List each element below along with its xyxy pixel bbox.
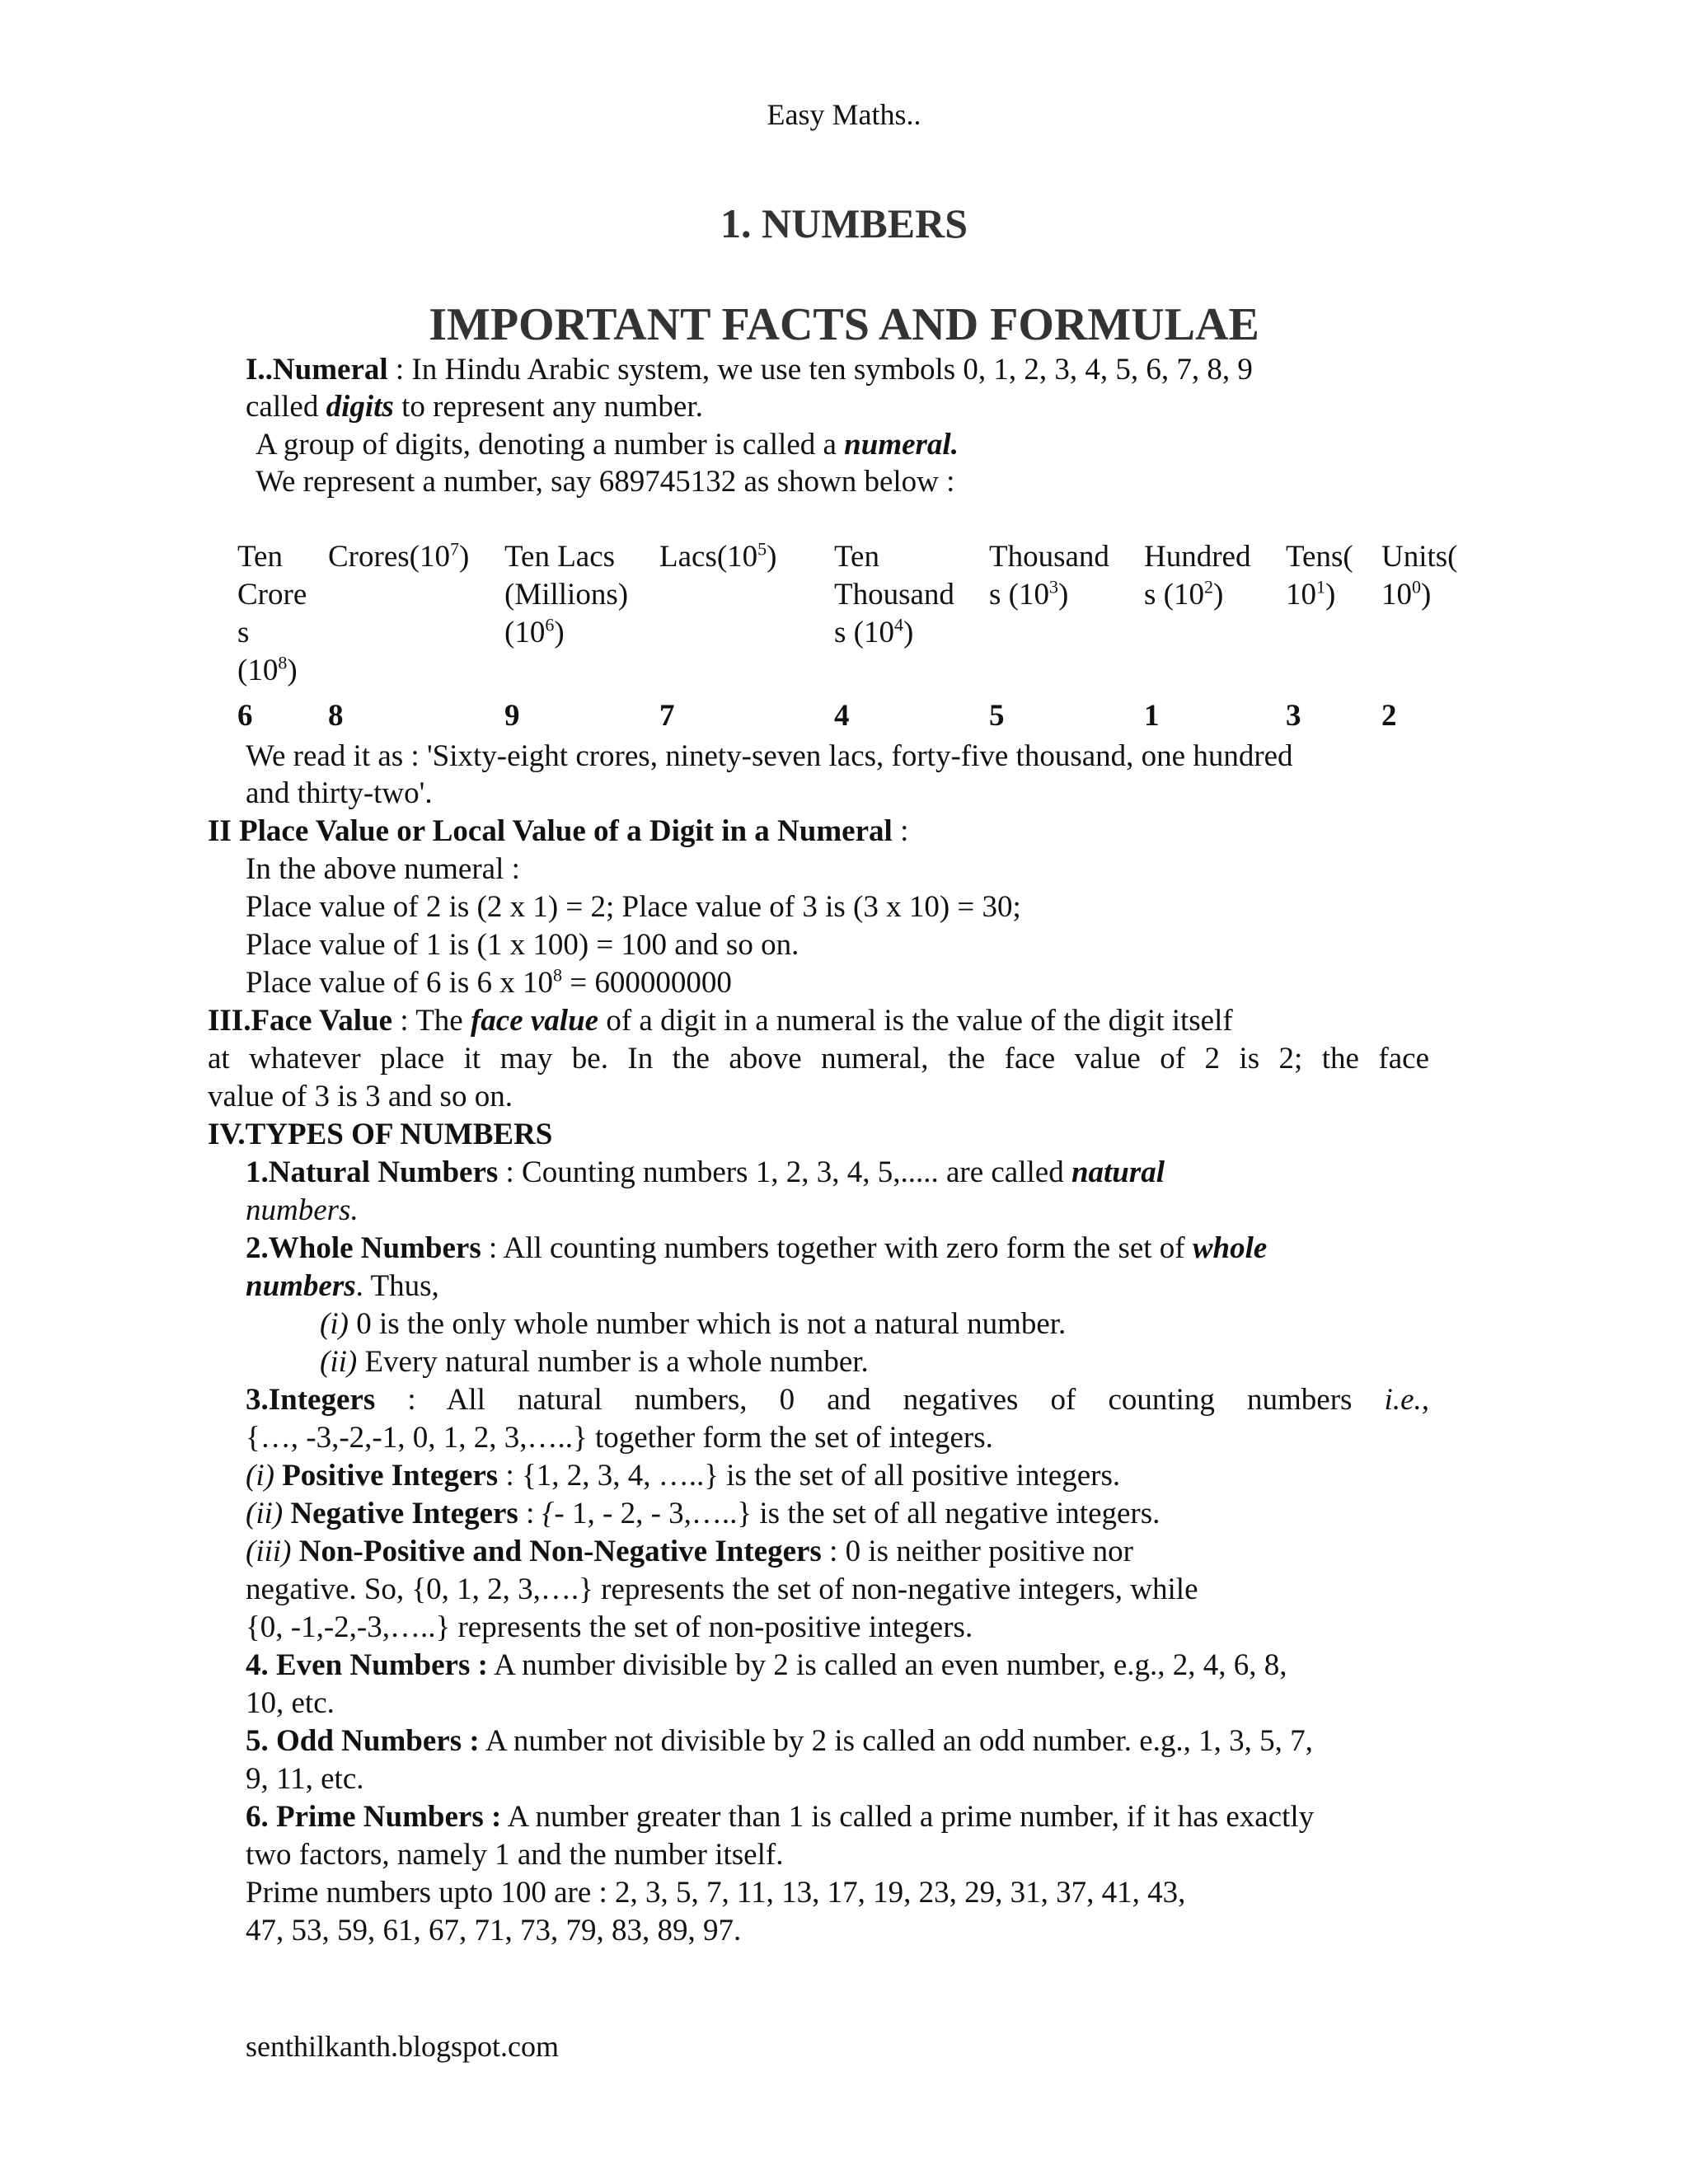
prime-label: 6. Prime Numbers : — [246, 1800, 502, 1834]
text-span: ) — [1325, 578, 1336, 612]
pv-header-ten-lacs — [504, 538, 628, 652]
prime-line-1 — [246, 1798, 1314, 1836]
prime-line-2: two factors, namely 1 and the number itself. — [246, 1838, 784, 1872]
superscript: 2 — [1203, 576, 1213, 598]
term-digits: digits — [326, 390, 394, 424]
numeral-line-1 — [246, 351, 1253, 389]
pv-digit: 1 — [1144, 699, 1160, 733]
odd-label: 5. Odd Numbers : — [246, 1724, 480, 1758]
prime-line-4: 47, 53, 59, 61, 67, 71, 73, 79, 83, 89, 97. — [246, 1914, 742, 1947]
place-value-line-1: In the above numeral : — [246, 852, 520, 886]
whole-label: Whole Numbers — [268, 1231, 481, 1265]
text-span: (ii) — [246, 1497, 284, 1530]
pv-header-lacs — [659, 538, 777, 576]
text-span: : {1, 2, 3, 4, …..} is the set of all positive integers. — [498, 1459, 1121, 1493]
text-span: 3. — [246, 1383, 269, 1417]
pv-header-hundreds — [1144, 538, 1250, 614]
text-span: called — [246, 390, 326, 424]
natural-line-1 — [246, 1154, 1165, 1192]
natural-label: Natural Numbers — [268, 1155, 499, 1189]
place-value-line-3: Place value of 1 is (1 x 100) = 100 and so on. — [246, 928, 799, 962]
face-value-line-1 — [208, 1002, 1233, 1040]
superscript: 8 — [278, 652, 288, 673]
text-span: : 0 is neither positive nor — [821, 1535, 1133, 1568]
pv-digit: 5 — [989, 699, 1005, 733]
text-span: Ten — [834, 540, 879, 574]
text-span: s (10 — [834, 616, 894, 649]
even-line-1 — [246, 1647, 1287, 1685]
pv-exp — [237, 652, 307, 690]
text-span: ) — [1212, 578, 1224, 612]
pv-digit: 9 — [504, 699, 520, 733]
natural-line-2: numbers. — [246, 1193, 359, 1227]
text-span: Every natural number is a whole number. — [357, 1345, 869, 1379]
positive-integers-label: Positive Integers — [274, 1459, 499, 1493]
text-span: Ten Lacs — [504, 540, 616, 574]
pv-header-units — [1381, 538, 1458, 614]
text-span: s (10 — [1144, 578, 1204, 612]
non-positive-label: Non-Positive and Non-Negative Integers — [291, 1535, 822, 1568]
text-span: ) — [458, 540, 470, 574]
positive-integers-line — [246, 1457, 1120, 1495]
text-span: : — [892, 814, 909, 848]
face-value-label: III.Face Value — [208, 1004, 393, 1038]
face-value-line-2: at whatever place it may be. In the above numeral, the face value of 2 is 2; the face — [208, 1042, 1429, 1076]
text-span: ) — [903, 616, 914, 649]
text-span: Place value of 6 is 6 x 10 — [246, 966, 553, 1000]
pv-digit: 2 — [1381, 699, 1397, 733]
place-value-line-4 — [246, 964, 732, 1002]
superscript: 1 — [1316, 576, 1325, 598]
text-span: ) — [287, 654, 298, 687]
superscript: 5 — [757, 538, 767, 560]
text-span: A number divisible by 2 is called an even number, e.g., 2, 4, 6, 8, — [487, 1648, 1287, 1682]
negative-integers-label: Negative Integers — [283, 1497, 518, 1530]
text-span: Units( — [1381, 540, 1458, 574]
text-span: 2. — [246, 1231, 269, 1265]
text-span: 0 is the only whole number which is not a natural number. — [348, 1307, 1067, 1341]
text-span: ) — [1421, 578, 1432, 612]
text-span: (i) — [246, 1459, 274, 1493]
text-span: (iii) — [246, 1535, 292, 1568]
numeral-text: : In Hindu Arabic system, we use ten symbols 0, 1, 2, 3, 4, 5, 6, 7, 8, 9 — [387, 353, 1253, 387]
pv-header-ten-crores — [237, 538, 307, 690]
text-span: s — [237, 616, 250, 649]
chapter-title: 1. NUMBERS — [720, 200, 968, 246]
superscript: 0 — [1412, 576, 1421, 598]
text-span: A number not divisible by 2 is called an odd number. e.g., 1, 3, 5, 7, — [479, 1724, 1313, 1758]
text-span: { — [542, 1497, 555, 1530]
text-span: . Thus, — [355, 1269, 439, 1303]
non-positive-line-2: negative. So, {0, 1, 2, 3,….} represents the set of non-negative integers, while — [246, 1572, 1198, 1606]
even-line-2: 10, etc. — [246, 1686, 335, 1720]
pv-digit: 3 — [1286, 699, 1301, 733]
text-span: = 600000000 — [562, 966, 732, 1000]
pv-digit: 7 — [659, 699, 675, 733]
pv-digit: 8 — [328, 699, 344, 733]
text-span: A group of digits, denoting a number is called a — [256, 428, 845, 462]
place-value-heading — [208, 813, 908, 851]
text-span: (ii) — [320, 1345, 358, 1379]
text-span: (Millions) — [504, 578, 629, 612]
even-label: 4. Even Numbers : — [246, 1648, 488, 1682]
whole-item-2 — [320, 1343, 869, 1381]
superscript: 4 — [893, 614, 903, 635]
text-span: Thousand — [834, 578, 954, 612]
pv-header-tens — [1286, 538, 1353, 614]
numeral-line-4: We represent a number, say 689745132 as shown below : — [256, 465, 955, 499]
text-span: (10 — [237, 654, 279, 687]
whole-item-1 — [320, 1305, 1066, 1343]
text-span: ) — [1057, 578, 1069, 612]
text-span: 10 — [1381, 578, 1412, 612]
pv-digit: 6 — [237, 699, 253, 733]
text-span: s (10 — [989, 578, 1049, 612]
superscript: 7 — [449, 538, 459, 560]
whole-line-2 — [246, 1268, 439, 1305]
pv-header-ten-thousands — [834, 538, 954, 652]
types-label: IV.TYPES OF NUMBERS — [208, 1118, 553, 1151]
superscript: 6 — [545, 614, 555, 635]
prime-line-3: Prime numbers upto 100 are : 2, 3, 5, 7, 11, 13, 17, 19, 23, 29, 31, 37, 41, 43, — [246, 1876, 1186, 1910]
text-span: : Counting numbers 1, 2, 3, 4, 5,..... are called — [498, 1155, 1071, 1189]
term-natural: natural — [1071, 1155, 1165, 1189]
text-span: ) — [767, 540, 777, 574]
odd-line-1 — [246, 1722, 1313, 1760]
pv-header-crores — [328, 538, 469, 576]
text-span: Ten — [237, 540, 283, 574]
non-positive-line-3: {0, -1,-2,-3,…..} represents the set of non-positive integers. — [246, 1610, 973, 1644]
superscript: 8 — [553, 964, 562, 986]
page-header: Easy Maths.. — [767, 98, 921, 131]
types-heading — [208, 1116, 552, 1154]
text-span: : The — [392, 1004, 471, 1038]
term-numbers: numbers — [246, 1269, 356, 1303]
text-span: of a digit in a numeral is the value of the digit itself — [598, 1004, 1233, 1038]
whole-line-1 — [246, 1230, 1267, 1268]
superscript: 3 — [1048, 576, 1058, 598]
text-span: : All natural numbers, 0 and negatives of counting numbers — [375, 1383, 1385, 1417]
odd-line-2: 9, 11, etc. — [246, 1762, 364, 1796]
numeral-label: I..Numeral — [246, 353, 388, 387]
numeral-line-2 — [246, 388, 703, 426]
face-value-line-3: value of 3 is 3 and so on. — [208, 1080, 513, 1113]
place-value-label: II Place Value or Local Value of a Digit in a Numeral — [208, 814, 893, 848]
term-numeral: numeral. — [844, 428, 959, 462]
reading-line-2: and thirty-two'. — [246, 776, 433, 810]
text-span: Lacs(10 — [659, 540, 758, 574]
text-span: to represent any number. — [393, 390, 703, 424]
text-span: i.e., — [1384, 1383, 1429, 1417]
text-span: Thousand — [989, 540, 1109, 574]
text-span: (i) — [320, 1307, 349, 1341]
term-face-value: face value — [470, 1004, 599, 1038]
text-span: 1. — [246, 1155, 269, 1189]
place-value-line-2: Place value of 2 is (2 x 1) = 2; Place value of 3 is (3 x 10) = 30; — [246, 890, 1021, 924]
page-footer: senthilkanth.blogspot.com — [246, 2030, 559, 2063]
term-whole: whole — [1192, 1231, 1268, 1265]
text-span: : — [518, 1497, 542, 1530]
pv-digit: 4 — [834, 699, 850, 733]
negative-integers-line — [246, 1495, 1160, 1533]
text-span: Crore — [237, 578, 307, 612]
section-title: IMPORTANT FACTS AND FORMULAE — [429, 299, 1259, 350]
text-span: ) — [554, 616, 565, 649]
non-positive-line-1 — [246, 1533, 1133, 1571]
reading-line-1: We read it as : 'Sixty-eight crores, ninety-seven lacs, forty-five thousand, one hundred — [246, 739, 1293, 773]
integers-line-1 — [246, 1381, 1429, 1419]
text-span: (10 — [504, 616, 546, 649]
text-span: 10 — [1286, 578, 1316, 612]
text-span: A number greater than 1 is called a prime number, if it has exactly — [501, 1800, 1315, 1834]
text-span: Hundred — [1144, 540, 1251, 574]
text-span: : All counting numbers together with zero form the set of — [481, 1231, 1193, 1265]
text-span: - 1, - 2, - 3,…..} is the set of all negative integers. — [554, 1497, 1160, 1530]
pv-header-thousands — [989, 538, 1109, 614]
text-span: Crores(10 — [328, 540, 450, 574]
text-span: Tens( — [1286, 540, 1353, 574]
integers-line-2: {…, -3,-2,-1, 0, 1, 2, 3,…..} together form the set of integers. — [246, 1421, 993, 1455]
numeral-line-3 — [256, 426, 959, 464]
integers-label: Integers — [268, 1383, 376, 1417]
